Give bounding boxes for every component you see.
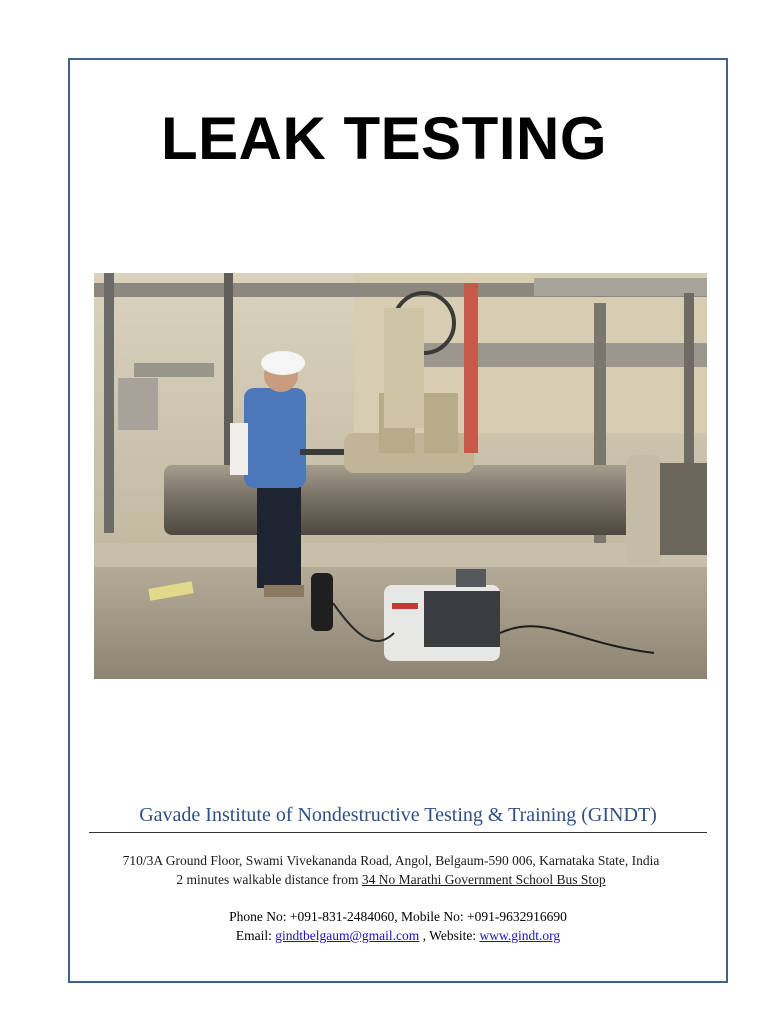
email-label: Email:	[235, 928, 276, 943]
institute-name: Gavade Institute of Nondestructive Testing & Training (GINDT)	[139, 804, 657, 826]
email-website-line	[0, 926, 768, 945]
email-link[interactable]: gindtbelgaum@gmail.com	[275, 928, 420, 943]
website-link[interactable]: www.gindt.org	[479, 928, 561, 943]
directions-line	[0, 870, 768, 889]
leak-testing-photo	[94, 273, 707, 679]
divider-line	[89, 832, 707, 833]
website-label: , Website:	[419, 928, 480, 943]
contact-block	[0, 907, 768, 945]
address-block	[0, 851, 768, 889]
directions-prefix: 2 minutes walkable distance from	[176, 872, 362, 887]
phone-line: Phone No: +091-831-2484060, Mobile No: +091-9632916690	[229, 909, 567, 924]
document-title: LEAK TESTING	[160, 105, 607, 172]
address-line: 710/3A Ground Floor, Swami Vivekananda Road, Angol, Belgaum-590 006, Karnataka State, India	[122, 853, 660, 868]
bus-stop-text: 34 No Marathi Government School Bus Stop	[361, 872, 606, 887]
